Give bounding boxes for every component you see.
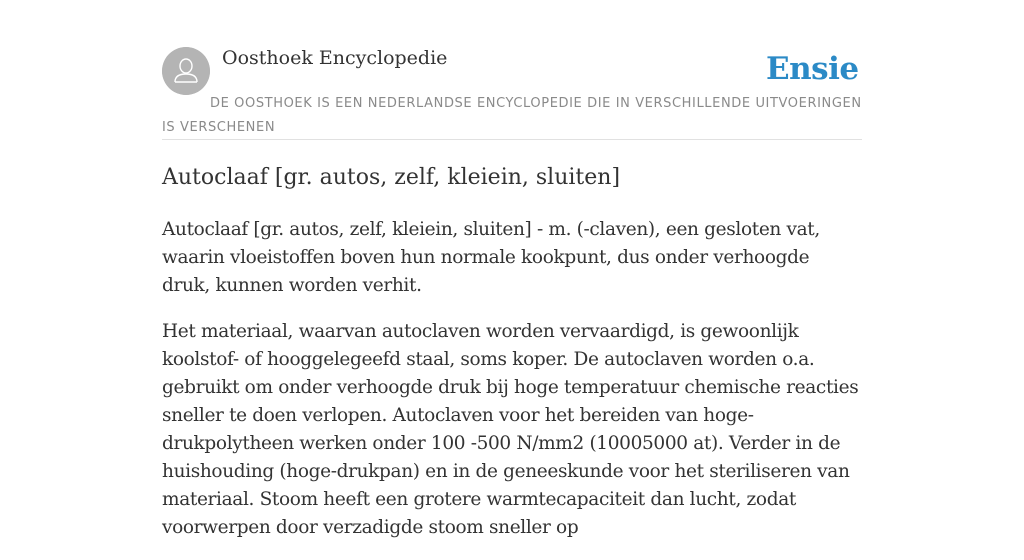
brand-logo-link[interactable]: Ensie bbox=[766, 51, 859, 87]
source-name-link[interactable]: Oosthoek Encyclopedie bbox=[222, 47, 448, 69]
article-body bbox=[162, 216, 862, 560]
header-divider bbox=[162, 139, 862, 140]
article-title: Autoclaaf [gr. autos, zelf, kleiein, sluiten] bbox=[162, 165, 621, 190]
article-paragraph: Het materiaal, waarvan autoclaven worden vervaardigd, is gewoonlijk koolstof- of hooggelegeefd staal, soms koper. De autoclaven worden o.a. gebruikt om onder verhoogde druk bij hoge temperatuur chemische reacties sneller te doen verlopen. Autoclaven voor het bereiden van hoge-drukpolytheen werken onder 100 -500 N/mm2 (10005000 at). Verder in de huishouding (hoge-drukpan) en in de geneeskunde voor het steriliseren van materiaal. Stoom heeft een grotere warmtecapaciteit dan lucht, zodat voorwerpen door verzadigde stoom sneller op bbox=[162, 321, 859, 538]
user-avatar-icon[interactable] bbox=[162, 47, 210, 95]
source-description: DE OOSTHOEK IS EEN NEDERLANDSE ENCYCLOPEDIE DIE IN VERSCHILLENDE UITVOERINGEN IS VERSCHENEN bbox=[162, 96, 862, 135]
article-paragraph: Autoclaaf [gr. autos, zelf, kleiein, sluiten] - m. (-claven), een gesloten vat, waarin vloeistoffen boven hun normale kookpunt, dus onder verhoogde druk, kunnen worden verhit. bbox=[162, 219, 820, 296]
